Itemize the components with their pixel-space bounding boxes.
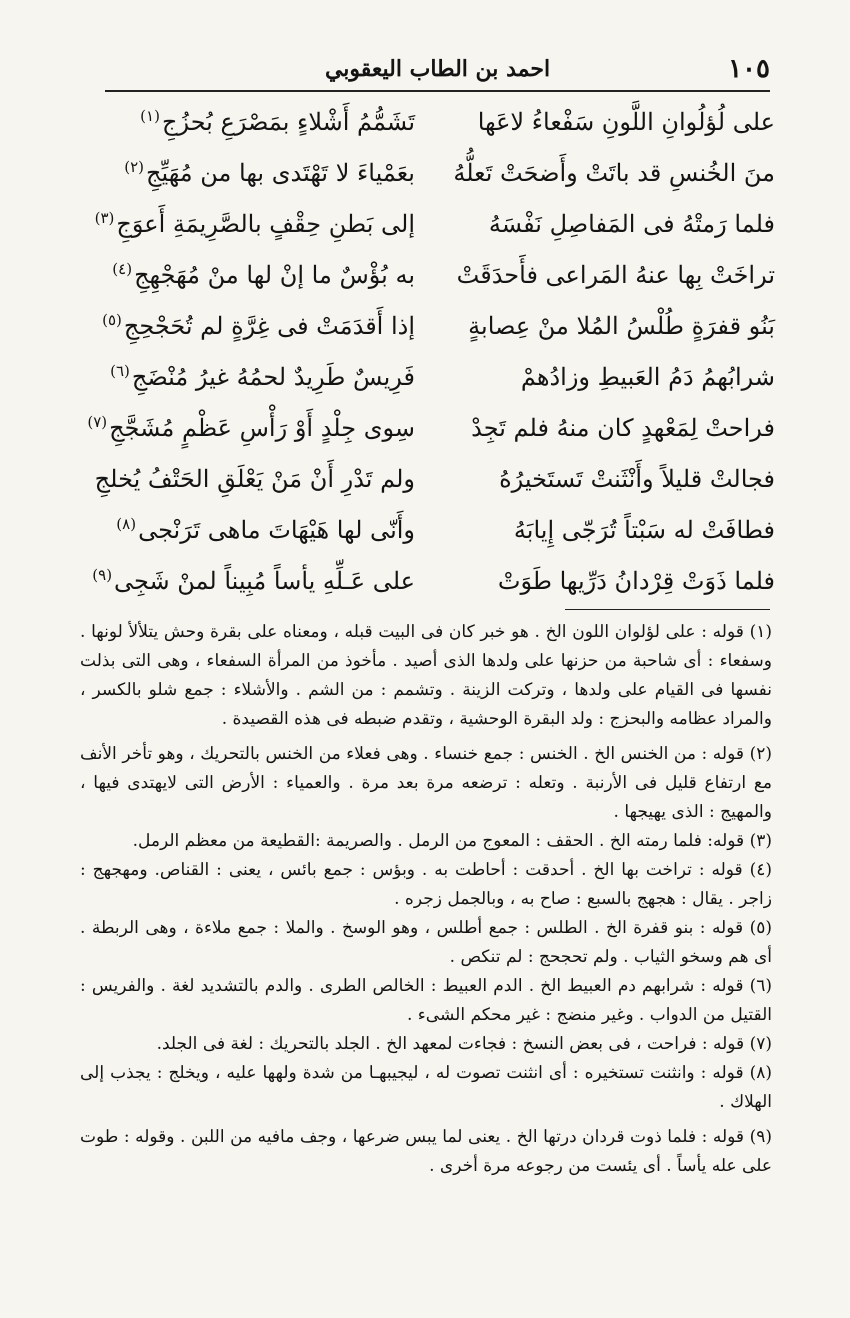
verse bbox=[95, 96, 775, 147]
verse-first-hemistich: فطافَتْ له سَبْتاً تُرَجّى إِيابَهُ bbox=[513, 515, 775, 544]
hemistich-text: على عَـلِّهِ يأساً مُبِيناً لمنْ شَجِى bbox=[114, 567, 415, 595]
hemistich-text: به بُؤْسٌ ما إنْ لها منْ مُهَجْهِجِ bbox=[134, 261, 415, 289]
verse-second-hemistich bbox=[95, 364, 455, 389]
verse-second-hemistich bbox=[95, 262, 455, 287]
footnote: (٣) قوله: فلما رمته الخ . الحقف : المعوج من الرمل . والصريمة :القطيعة من معظم الرمل. bbox=[132, 831, 772, 851]
verse bbox=[95, 351, 775, 402]
verse-first-hemistich: بَنُو قفرَةٍ طُلْسُ المُلا منْ عِصابةٍ bbox=[468, 311, 775, 340]
hemistich-text: وأَنّى لها هَيْهَاتَ ماهى تَرَنْجى bbox=[138, 516, 415, 544]
verse-second-hemistich bbox=[95, 160, 455, 185]
footnote-ref: (١) bbox=[140, 107, 160, 125]
footnote-ref: (٢) bbox=[124, 158, 144, 176]
footnote: (٨) قوله : وانثنت تستخيره : أى انثنت تصوت له ، ليجيبهـا من شدة ولهها عليه ، ويخلج : يجذب إلى الهلاك . bbox=[80, 1063, 772, 1112]
footnote-ref: (٦) bbox=[110, 362, 130, 380]
hemistich-text: فَرِيسٌ طَرِيدٌ لحمُهُ غيرُ مُنْضَجِ bbox=[131, 363, 415, 391]
footnotes bbox=[80, 618, 772, 1181]
verse-first-hemistich: شرابُهمُ دَمُ العَبيطِ وزادُهمْ bbox=[520, 362, 775, 391]
footnote-separator bbox=[565, 609, 770, 610]
footnote: (٤) قوله : تراخت بها الخ . أحدقت : أحاطت به . وبؤس : جمع بائس ، يعنى : القناص. ومهجهج : زاجر . يقال : هجهج بالسبع : صاح به ، وبالجمل زجره . bbox=[80, 860, 772, 909]
verse bbox=[95, 300, 775, 351]
verse-second-hemistich bbox=[95, 517, 455, 542]
verse-second-hemistich bbox=[92, 566, 455, 595]
page-header bbox=[105, 52, 770, 92]
verse bbox=[95, 504, 775, 555]
hemistich-text: سِوى جِلْدٍ أَوْ رَأْسِ عَظْمٍ مُشَجَّجِ bbox=[109, 414, 415, 442]
hemistich-text: ولم تَدْرِ أَنْ مَنْ يَعْلَقِ الحَتْفُ يُخلجِ bbox=[94, 465, 415, 493]
verse bbox=[95, 249, 775, 300]
hemistich-text: إلى بَطنِ حِقْفٍ بالصَّرِيمَةِ أَعوَجِ bbox=[116, 210, 415, 238]
verse-first-hemistich: على لُؤلُوانِ اللَّونِ سَفْعاءُ لاعَها bbox=[477, 107, 775, 136]
verse-second-hemistich bbox=[95, 211, 455, 236]
verse-first-hemistich: فلما رَمتْهُ فى المَفاصِلِ نَفْسَهُ bbox=[488, 209, 775, 238]
footnote-ref: (٥) bbox=[102, 311, 122, 329]
verse-first-hemistich: تراخَتْ بِها عنهُ المَراعى فأَحدَقَتْ bbox=[456, 260, 775, 289]
footnote-ref: (٣) bbox=[94, 209, 115, 227]
hemistich-text: بعَمْياءَ لا تَهْتَدى بها من مُهَيِّجِ bbox=[145, 159, 415, 187]
verse-second-hemistich bbox=[87, 413, 455, 442]
footnote-ref: (٩) bbox=[92, 566, 113, 584]
verse-second-hemistich bbox=[95, 466, 455, 491]
verse-first-hemistich: فجالتْ قليلاً وأَنْثَنتْ تَستَخيرُهُ bbox=[499, 464, 775, 493]
poem bbox=[87, 96, 775, 606]
verse-second-hemistich bbox=[95, 313, 455, 338]
footnote-ref: (٧) bbox=[87, 413, 108, 431]
footnote-ref: (٤) bbox=[112, 260, 133, 278]
verse bbox=[95, 147, 775, 198]
footnote: (٧) قوله : فراحت ، فى بعض النسخ : فجاءت لمعهد الخ . الجلد بالتحريك : لغة فى الجلد. bbox=[156, 1034, 772, 1054]
hemistich-text: تَشَمُّمُ أَشْلاءٍ بمَصْرَعِ بُحزُجِ bbox=[161, 108, 415, 136]
footnote: (٩) قوله : فلما ذوت قردان درتها الخ . يعنى لما يبس ضرعها ، وجف مافيه من اللبن . وقوله : طوت على عله يأساً . أى يئست من رجوعه مرة أخرى . bbox=[80, 1127, 772, 1176]
hemistich-text: إذا أَقدَمَتْ فى غِرَّةٍ لم تُحَجْحِجِ bbox=[123, 312, 415, 340]
verse bbox=[92, 555, 775, 606]
footnote: (٥) قوله : بنو قفرة الخ . الطلس : جمع أطلس ، وهو الوسخ . والملا : جمع ملاءة ، وهى الربطة . أى هم وسخو الثياب . ولم تحجحج : لم تنكص . bbox=[80, 918, 772, 967]
footnote: (٢) قوله : من الخنس الخ . الخنس : جمع خنساء . وهى فعلاء من الخنس بالتحريك ، وهو تأخر الأنف مع ارتفاع قليل فى الأرنبة . وتعله : ترضعه مرة بعد مرة . والعمياء : الأرض التى لايهتدى فيها ، والمهيج : الذى يهيجها . bbox=[80, 744, 772, 822]
verse-first-hemistich: فلما ذَوَتْ قِرْدانُ دَرِّيها طَوَتْ bbox=[497, 566, 775, 595]
verse-first-hemistich: فراحتْ لِمَعْهدٍ كان منهُ فلم تَجِدْ bbox=[471, 413, 775, 442]
page-number: ١٠٥ bbox=[728, 54, 770, 84]
verse bbox=[87, 402, 775, 453]
verse-first-hemistich: منَ الخُنسِ قد باتَتْ وأَضحَتْ تَعلُّهُ bbox=[453, 158, 775, 187]
running-title: احمد بن الطاب اليعقوبي bbox=[324, 56, 551, 82]
verse bbox=[95, 198, 775, 249]
verse bbox=[95, 453, 775, 504]
footnote: (١) قوله : على لؤلوان اللون الخ . هو خبر كان فى البيت قبله ، ومعناه على بقرة وحش يتلألأ لونها . وسفعاء : أى شاحبة من حزنها على ولدها الذى أصيد . مأخوذ من المرأة السفعاء ، وهى التى بذلت نفسها فى القيام على ولدها ، وتركت الزينة . وتشمم : من الشم . والأشلاء : جمع شلو بالكسر ، والمراد عظامه والبحزج : ولد البقرة الوحشية ، وتقدم ضبطه فى هذه القصيدة . bbox=[80, 622, 772, 729]
header-rule bbox=[105, 90, 770, 92]
verse-second-hemistich bbox=[95, 109, 455, 134]
footnote-ref: (٨) bbox=[116, 515, 137, 533]
footnote: (٦) قوله : شرابهم دم العبيط الخ . الدم العبيط : الخالص الطرى . والدم بالتشديد لغة . والفريس : القتيل من الدواب . وغير منضج : غير محكم الشىء . bbox=[80, 976, 772, 1025]
